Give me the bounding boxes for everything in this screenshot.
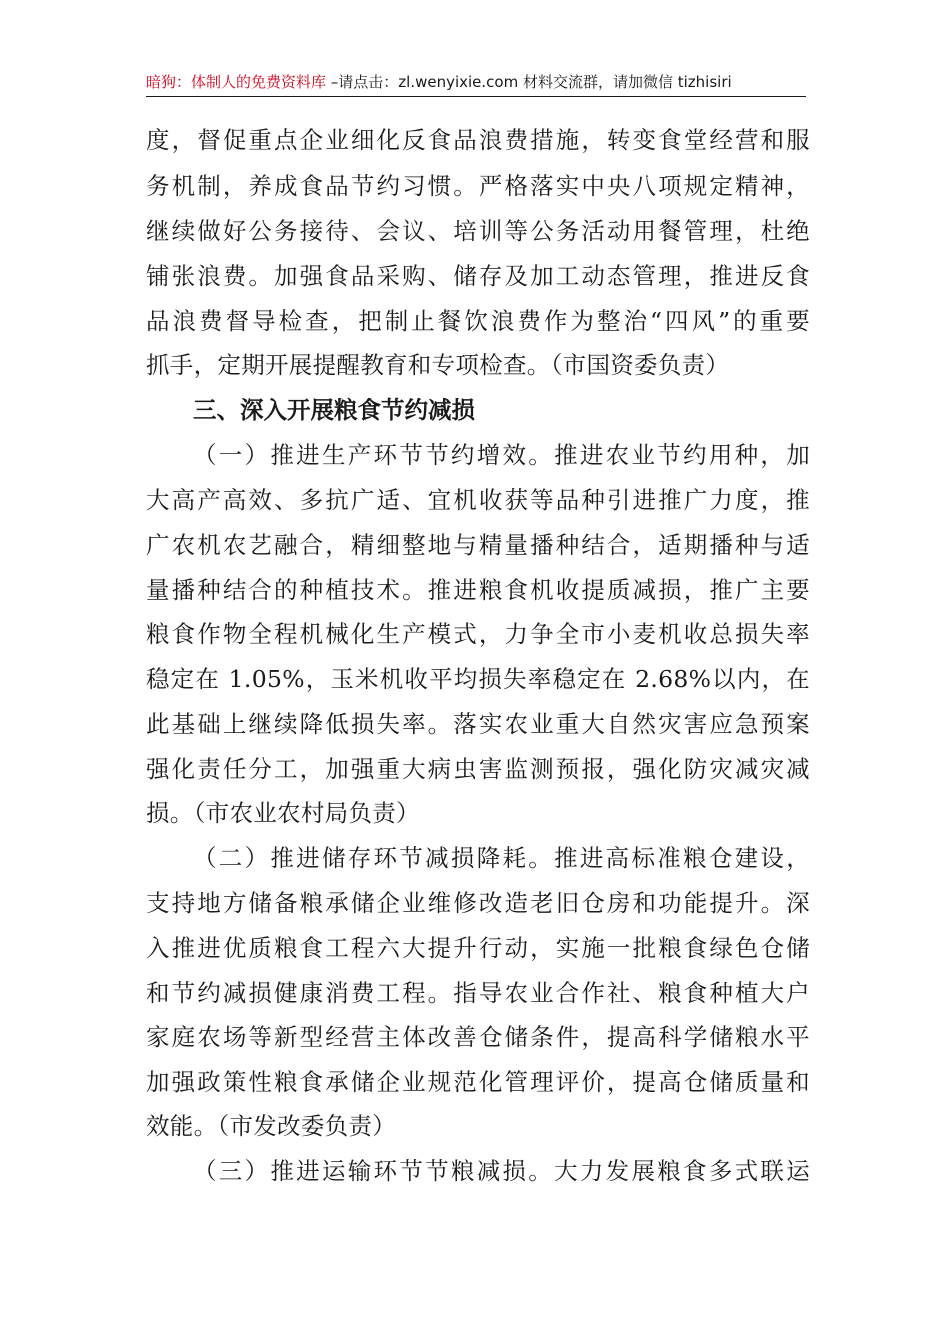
paragraph-first-line: （三）推进运输环节节粮减损。大力发展粮食多式联运 bbox=[193, 1157, 810, 1185]
body-line: 家庭农场等新型经营主体改善仓储条件，提高科学储粮水平 bbox=[146, 1023, 810, 1051]
body-line: 加强政策性粮食承储企业规范化管理评价，提高仓储质量和 bbox=[146, 1068, 810, 1096]
body-line: 损。（市农业农村局负责） bbox=[146, 799, 420, 827]
body-line: 铺张浪费。加强食品采购、储存及加工动态管理，推进反食 bbox=[146, 262, 810, 290]
body-line: 品浪费督导检查，把制止餐饮浪费作为整治“四风”的重要 bbox=[146, 307, 810, 335]
paragraph-first-line: （一）推进生产环节节约增效。推进农业节约用种，加 bbox=[193, 441, 810, 469]
body-line: 稳定在 1.05%，玉米机收平均损失率稳定在 2.68%以内，在 bbox=[146, 665, 810, 693]
header-divider bbox=[146, 96, 806, 97]
body-line: 量播种结合的种植技术。推进粮食机收提质减损，推广主要 bbox=[146, 576, 810, 604]
body-line: 大高产高效、多抗广适、宜机收获等品种引进推广力度，推 bbox=[146, 486, 810, 514]
body-line: 入推进优质粮食工程六大提升行动，实施一批粮食绿色仓储 bbox=[146, 934, 810, 962]
body-line: 此基础上继续降低损失率。落实农业重大自然灾害应急预案 bbox=[146, 710, 810, 738]
body-line: 粮食作物全程机械化生产模式，力争全市小麦机收总损失率 bbox=[146, 620, 810, 648]
header-contact-info: –请点击：zl.wenyixie.com 材料交流群，请加微信 tizhisiri bbox=[326, 73, 732, 91]
body-line: 效能。（市发改委负责） bbox=[146, 1112, 397, 1140]
paragraph-first-line: （二）推进储存环节减损降耗。推进高标准粮仓建设， bbox=[193, 844, 810, 872]
body-line: 度，督促重点企业细化反食品浪费措施，转变食堂经营和服 bbox=[146, 126, 810, 154]
section-heading: 三、深入开展粮食节约减损 bbox=[193, 396, 475, 424]
body-line: 支持地方储备粮承储企业维修改造老旧仓房和功能提升。深 bbox=[146, 889, 810, 917]
body-line: 务机制，养成食品节约习惯。严格落实中央八项规定精神， bbox=[146, 172, 810, 200]
body-line: 广农机农艺融合，精细整地与精量播种结合，适期播种与适 bbox=[146, 531, 810, 559]
body-line: 抓手，定期开展提醒教育和专项检查。（市国资委负责） bbox=[146, 351, 730, 379]
body-line: 和节约减损健康消费工程。指导农业合作社、粮食种植大户 bbox=[146, 979, 810, 1007]
header-site-name: 暗狗：体制人的免费资料库 bbox=[146, 73, 327, 91]
body-line: 强化责任分工，加强重大病虫害监测预报，强化防灾减灾减 bbox=[146, 755, 810, 783]
page-header bbox=[146, 70, 806, 94]
body-line: 继续做好公务接待、会议、培训等公务活动用餐管理，杜绝 bbox=[146, 217, 810, 245]
